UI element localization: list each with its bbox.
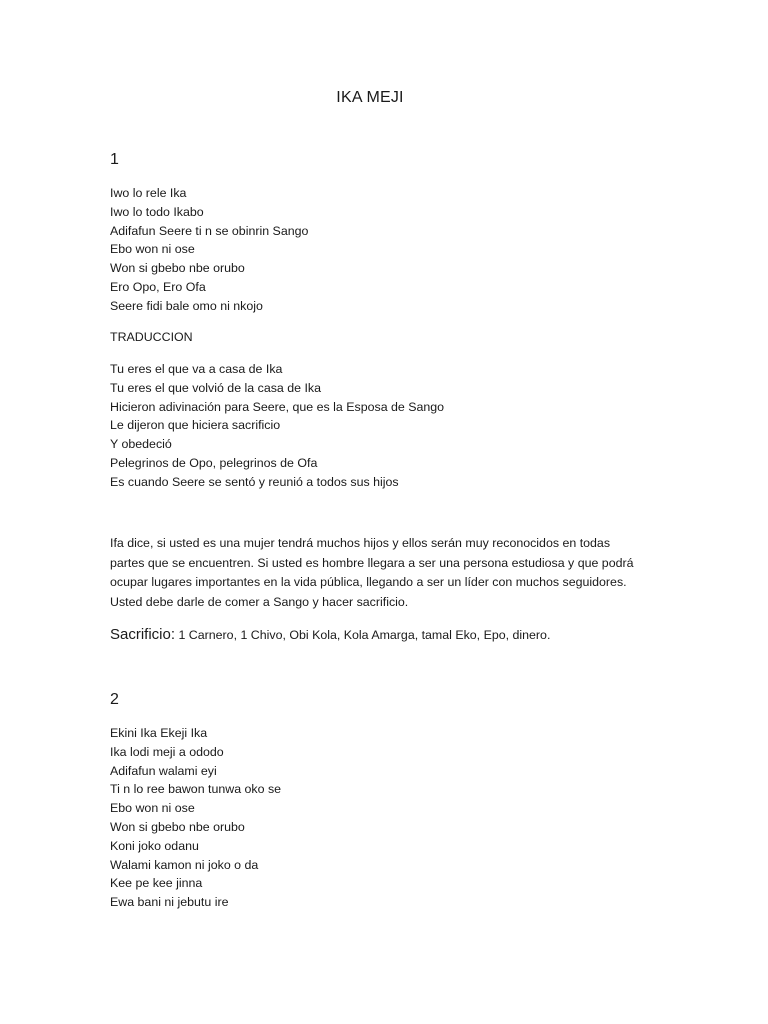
translation-line: Es cuando Seere se sentó y reunió a todos sus hijos [110,474,399,489]
paragraph-line: ocupar lugares importantes en la vida pública, llegando a ser un líder con muchos seguidores. [110,575,627,589]
translation-line: Tu eres el que volvió de la casa de Ika [110,380,321,395]
verse-line: Adifafun walami eyi [110,763,217,778]
verse-line: Ekini Ika Ekeji Ika [110,726,208,740]
verse-block-2 [110,724,281,912]
translation-line: Pelegrinos de Opo, pelegrinos de Ofa [110,455,318,470]
verse-line: Ero Opo, Ero Ofa [110,279,206,294]
interpretation-paragraph [110,534,650,612]
verse-line: Iwo lo rele Ika [110,186,187,200]
sacrificio-text: 1 Carnero, 1 Chivo, Obi Kola, Kola Amarga, tamal Eko, Epo, dinero. [175,628,551,642]
verse-line: Kee pe kee jinna [110,876,203,891]
translation-line: Tu eres el que va a casa de Ika [110,362,283,376]
section-number-1: 1 [110,151,119,168]
paragraph-line: Ifa dice, si usted es una mujer tendrá muchos hijos y ellos serán muy reconocidos en todas [110,536,611,550]
verse-line: Iwo lo todo Ikabo [110,204,204,219]
translation-label: TRADUCCION [110,330,193,344]
paragraph-line: partes que se encuentren. Si usted es hombre llegara a ser una persona estudiosa y que podrá [110,555,634,570]
verse-line: Ebo won ni ose [110,801,195,816]
translation-line: Le dijeron que hiciera sacrificio [110,418,281,433]
sacrificio-line [110,626,550,643]
verse-line: Walami kamon ni joko o da [110,857,259,872]
paragraph-line: Usted debe darle de comer a Sango y hacer sacrificio. [110,594,409,609]
page-title: IKA MEJI [336,89,404,106]
verse-line: Won si gbebo nbe orubo [110,261,245,276]
verse-line: Seere fidi bale omo ni nkojo [110,298,263,313]
verse-line: Ti n lo ree bawon tunwa oko se [110,782,282,797]
verse-line: Ika lodi meji a ododo [110,744,224,759]
translation-block [110,360,444,492]
verse-line: Won si gbebo nbe orubo [110,819,245,834]
verse-block-1 [110,184,308,316]
verse-line: Adifafun Seere ti n se obinrin Sango [110,223,309,238]
verse-line: Ebo won ni ose [110,242,195,257]
section-number-2: 2 [110,691,119,708]
verse-line: Ewa bani ni jebutu ire [110,895,229,910]
translation-line: Hicieron adivinación para Seere, que es la Esposa de Sango [110,399,445,414]
verse-line: Koni joko odanu [110,838,199,853]
translation-line: Y obedeció [110,437,172,452]
sacrificio-label: Sacrificio: [110,626,176,643]
